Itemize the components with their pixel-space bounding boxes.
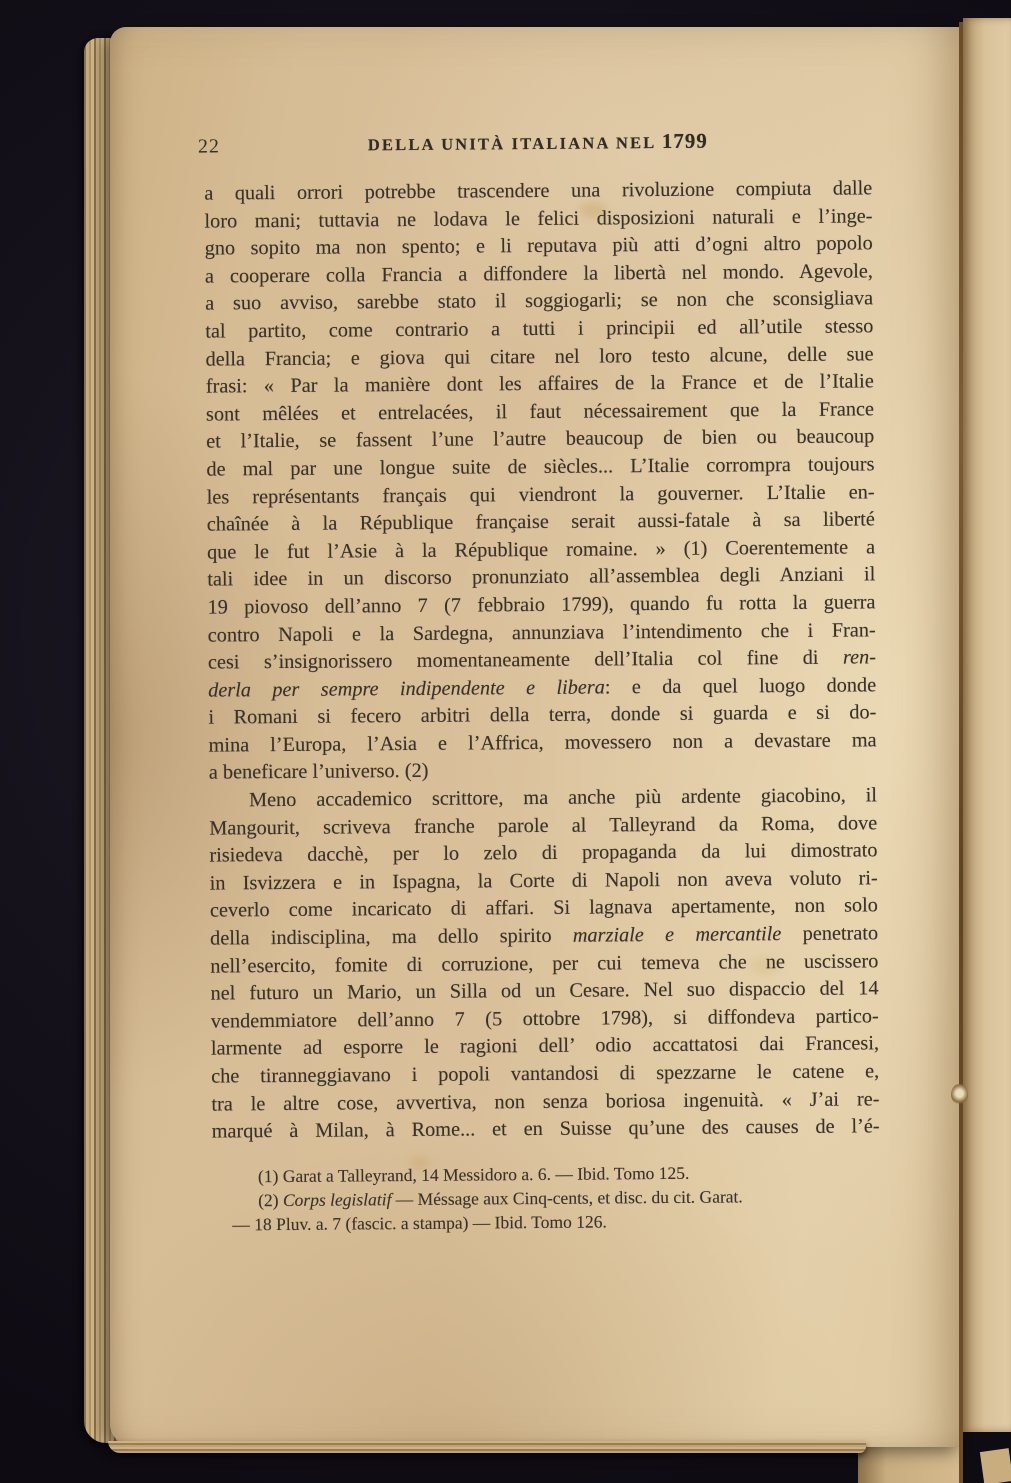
text-run: frasi: « Par la manière dont les affaires de la France et de l’Italie [205,370,874,398]
footnotes [232,1159,881,1237]
bottom-corner-page-bit [980,1448,1011,1483]
text-run: della Francia; e giova qui citare nel loro testo alcune, delle sue [205,342,874,371]
italic-run: Corps legislatif [282,1189,392,1211]
text-run: — Méssage aux Cinq-cents, et disc. du cit. Garat. [391,1186,743,1210]
text-run: Meno accademico scrittore, ma anche più ardente giacobino, il [248,784,878,812]
text-run: Mangourit, scriveva franche parole al Talleyrand da Roma, dove [209,811,878,840]
text-run: contro Napoli e la Sardegna, annunziava l’intendimento che i Fran- [207,618,876,647]
text-run: 19 piovoso dell’anno 7 (7 febbraio 1799), quando fu rotta la guerra [207,591,876,619]
printed-text-layer [105,24,968,1451]
text-run: penetrato [781,922,879,946]
binding-blemish [951,1084,968,1105]
text-line [232,1208,880,1237]
text-run: vendemmiatore dell’anno 7 (5 ottobre 1798), si diffondeva partico- [210,1005,879,1033]
text-run: della indisciplina, ma dello spirito [210,924,573,950]
text-run: de mal par une longue suite de siècles... L’Italie corrompra toujours [206,453,875,481]
text-run: che tiranneggiavano i popoli vantandosi di spezzarne le catene e, [211,1060,880,1088]
text-run: ceverlo come incaricato di affari. Si lagnava apertamente, non solo [209,894,878,923]
text-run: a quali orrori potrebbe trascendere una rivoluzione compiuta dalle [204,177,873,205]
text-run: marqué à Milan, à Rome... et en Suisse qu’une des causes de l’é- [211,1115,880,1143]
text-run: mina l’Europa, l’Asia e l’Affrica, movessero non a devastare ma [208,729,877,757]
text-run: a cooperare colla Francia a diffondere la libertà nel mondo. Agevole, [204,260,873,288]
text-run: sont mêlées et entrelacées, il faut nécessairement que la France [205,398,875,426]
page-header [197,127,872,158]
text-run: loro mani; tuttavia ne lodava le felici disposizioni naturali e l’inge- [204,204,873,233]
text-run: (1) Garat a Talleyrand, 14 Messidoro a. 6. — Ibid. Tomo 125. [257,1162,690,1187]
text-run: : e da quel luogo donde [604,674,877,699]
text-run: tra le altre cose, avvertiva, non senza boriosa ingenuità. « J’ai re- [211,1087,880,1116]
italic-run: derla per sempre indipendente e libera [208,676,605,702]
text-run: i Romani si fecero arbitri della terra, donde si guarda e si do- [208,701,877,729]
text-run: cesi s’insignorissero momentaneamente dell’Italia col fine di [207,646,843,674]
text-run: que le fut l’Asie à la République romaine. » (1) Coerentemente a [207,536,876,564]
italic-run: marziale e mercantile [572,923,782,947]
text-run: nel futuro un Mario, un Silla od un Cesare. Nel suo dispaccio del 14 [210,977,879,1005]
text-run: tali idee in un discorso pronunziato all’assemblea degli Anziani il [207,563,876,591]
text-run: chaînée à la République française serait aussi-fatale à sa liberté [206,508,875,536]
text-run: gno sopito ma non spento; e li reputava più atti d’ogni altro popolo [204,232,873,260]
italic-run: ren- [842,646,877,669]
text-run: a suo avviso, sarebbe stato il soggiogarli; se non che sconsigliava [205,287,874,315]
text-line [209,727,877,760]
page-number: 22 [197,135,220,158]
text-run: in Isvizzera e in Ispagna, la Corte di Napoli non aveva voluto ri- [209,867,878,895]
running-title [367,128,708,155]
page-edges-bottom [108,1441,866,1453]
text-run: les représentants français qui viendront la gouverner. L’Italie en- [206,480,875,509]
facing-page-sliver [963,18,1011,1432]
body-text [204,175,880,1146]
text-run: risiedeva dacchè, per lo zelo di propaganda da lui dimostrato [209,839,878,867]
text-run: et l’Italie, se fassent l’une l’autre beaucoup de bien ou beaucoup [206,425,875,453]
text-run: larmente ad esporre le ragioni dell’ odio accattatosi dai Francesi, [210,1032,880,1060]
book-page [110,27,962,1447]
text-run: a beneficare l’universo. (2) [208,760,429,785]
text-line [212,1114,880,1147]
text-run: (2) [258,1190,284,1211]
running-title-text: DELLA UNITÀ ITALIANA NEL [367,133,656,155]
text-run: nell’esercito, fomite di corruzione, per cui temeva che ne uscissero [210,949,879,978]
text-run: tal partito, come contrario a tutti i principii ed all’utile stesso [205,315,874,343]
gutter-crease [959,22,963,1483]
running-title-year: 1799 [661,128,708,153]
text-run: — 18 Pluv. a. 7 (fascic. a stampa) — Ibid. Tomo 126. [232,1211,607,1235]
